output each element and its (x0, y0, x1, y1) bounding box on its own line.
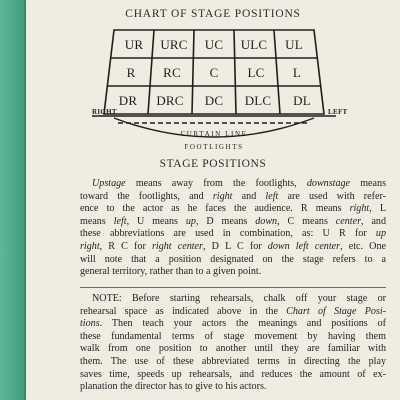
cell-uc: UC (204, 37, 224, 52)
label-left: LEFT (328, 108, 348, 116)
italic-text: left (113, 215, 127, 227)
text-run: these abbreviations are used in combination, as: U R for (80, 228, 376, 240)
text-line (80, 228, 386, 241)
stage-positions-diagram (26, 24, 400, 164)
text-run: general territory, rather than to a given point. (80, 266, 262, 278)
text-line (80, 241, 386, 254)
text-run: . Then teach your actors the meanings and positions of (99, 318, 386, 330)
text-run: toward the footlights, and (80, 190, 213, 202)
grid-col-divider (234, 30, 236, 114)
cell-ul: UL (285, 37, 303, 52)
label-footlights: FOOTLIGHTS (184, 143, 244, 151)
paragraph-note (80, 293, 386, 394)
text-run: ence to the actor as he faces the audience. R means (80, 203, 350, 215)
cell-l: L (292, 65, 302, 80)
italic-text: right (349, 203, 370, 215)
cell-r: R (126, 65, 136, 80)
italic-text: down left center (267, 240, 341, 252)
italic-text: Chart of Stage Posi- (286, 305, 386, 317)
text-run: , D L C for (202, 240, 268, 252)
text-run: , C means (277, 215, 336, 227)
cell-drc: DRC (156, 93, 184, 108)
text-run: means away from the footlights, (125, 178, 307, 189)
text-line (80, 266, 386, 279)
italic-text: tions (80, 318, 100, 330)
italic-text: right center (151, 240, 203, 252)
italic-text: right (80, 240, 100, 252)
text-run: saves time, speeds up rehearsals, and reduces the amount of ex- (80, 368, 386, 380)
text-line (80, 356, 386, 369)
italic-text: left (265, 190, 279, 202)
text-run: planation the director has to give to his actors. (80, 381, 267, 393)
cell-urc: URC (160, 37, 188, 52)
text-run: , D means (195, 215, 256, 227)
italic-text: right (212, 190, 233, 202)
text-run: are used with refer- (278, 190, 386, 202)
text-line (80, 306, 386, 319)
paragraph-definitions (80, 178, 386, 279)
cell-dc: DC (204, 93, 224, 108)
divider (80, 287, 386, 288)
cell-lc: LC (247, 65, 265, 80)
text-line (80, 318, 386, 331)
cell-rc: RC (163, 65, 181, 80)
label-curtain-line: CURTAIN LINE (180, 130, 248, 138)
text-run: these fundamental terms of stage movement by having them (80, 330, 386, 342)
cell-dr: DR (118, 93, 138, 108)
text-run: , etc. One (340, 240, 386, 252)
grid-col-divider (192, 30, 194, 114)
section-title: STAGE POSITIONS (159, 158, 267, 170)
cell-ur: UR (124, 37, 144, 52)
text-run: , L (369, 203, 386, 215)
chart-title: CHART OF STAGE POSITIONS (125, 8, 301, 20)
text-line (80, 216, 386, 229)
text-run: them. The use of these abbreviated terms in directing the play (80, 355, 386, 367)
cell-ulc: ULC (240, 37, 268, 52)
text-run: means (80, 215, 114, 227)
text-line (80, 293, 386, 306)
text-line (80, 191, 386, 204)
text-run: and (232, 190, 266, 202)
label-right: RIGHT (92, 108, 117, 116)
text-run: NOTE: Before starting rehearsals, chalk off your stage or (92, 293, 386, 304)
text-line (80, 381, 386, 394)
italic-text: center (335, 215, 362, 227)
text-line (80, 178, 386, 191)
grid-col-divider (274, 30, 280, 114)
book-page (26, 0, 400, 400)
italic-text: down (255, 215, 278, 227)
text-line (80, 331, 386, 344)
text-run: means (350, 178, 386, 189)
italic-text: downstage (306, 178, 351, 189)
stage-cells (119, 37, 311, 108)
text-run: , U means (126, 215, 186, 227)
text-line (80, 203, 386, 216)
italic-text: up (185, 215, 196, 227)
book-spine-edge (0, 0, 26, 400)
text-line (80, 343, 386, 356)
text-line (80, 254, 386, 267)
text-run: , R C for (99, 240, 152, 252)
text-run: rehearsal space as indicated above in the (80, 305, 287, 317)
grid-col-divider (148, 30, 154, 114)
text-run: will note that a position designated on the stage refers to a (80, 253, 386, 265)
text-run: , and (361, 215, 387, 227)
cell-dlc: DLC (244, 93, 272, 108)
cell-c: C (209, 65, 219, 80)
italic-text: up (375, 228, 386, 240)
cell-dl: DL (293, 93, 311, 108)
text-line (80, 369, 386, 382)
text-run: walk from one position to another until they are familiar with (80, 343, 386, 355)
italic-text: Upstage (92, 178, 126, 189)
